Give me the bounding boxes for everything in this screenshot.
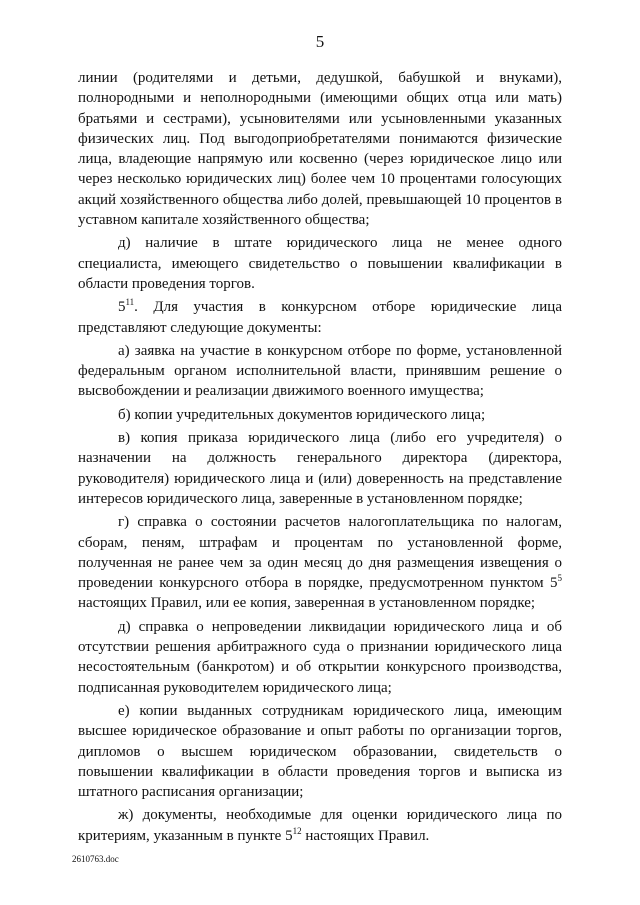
paragraph-continuation: линии (родителями и детьми, дедушкой, бабушкой и внуками), полнородными и неполнородными (имеющими общих отца или мать) братьями и сестрами), усыновителями или усыновленными указанных физических лиц. Под выгодоприобретателями понимаются физические лица, владеющие напрямую или косвенно (через юридическое лицо или через несколько юридических лиц) более чем 10 процентами голосующих акций хозяйственного общества либо долей, превышающей 10 процентов в уставном капитале хозяйственного общества;: [78, 70, 562, 229]
paragraph-item-v: в) копия приказа юридического лица (либо его учредителя) о назначении на должность генерального директора (директора, руководителя) юридического лица и (или) доверенность на представление интересов юридического лица, заверенные в установленном порядке;: [78, 430, 562, 507]
paragraph-item-a: а) заявка на участие в конкурсном отборе по форме, установленной федеральным органом исполнительной власти, принявшим решение о высвобождении и реализации движимого военного имущества;: [78, 342, 562, 400]
item-g-text-end: настоящих Правил, или ее копия, заверенная в установленном порядке;: [78, 595, 536, 612]
clause-superscript: 11: [125, 297, 135, 308]
item-zh-superscript: 12: [292, 825, 302, 836]
item-zh-text-end: настоящих Правил.: [301, 827, 430, 844]
paragraph-item-g: [78, 512, 562, 613]
paragraph-clause-5-11: [78, 297, 562, 338]
page-number: 5: [315, 32, 325, 51]
item-zh-text: ж) документы, необходимые для оценки юридического лица по критериям, указанным в пункте 5: [78, 807, 562, 844]
document-body: [78, 68, 562, 846]
paragraph-item-e: е) копии выданных сотрудникам юридического лица, имеющим высшее юридическое образование и опыт работы по организации торгов, дипломов о высшем юридическом образовании, свидетельств о повышении квалификации в области проведения торгов и выписка из штатного расписания организации;: [78, 702, 562, 801]
clause-number: 5: [118, 299, 126, 316]
paragraph-item-zh: [78, 805, 562, 846]
clause-text: . Для участия в конкурсном отборе юридические лица представляют следующие документы:: [78, 299, 562, 336]
file-name-footer: 2610763.doc: [72, 854, 119, 864]
paragraph-item-d: д) справка о непроведении ликвидации юридического лица и об отсутствии решения арбитражного суда о признании юридического лица несостоятельным (банкротом) и об открытии конкурсного производства, подписанная руководителем юридического лица;: [78, 618, 562, 696]
item-g-superscript: 5: [557, 573, 562, 584]
item-g-text: г) справка о состоянии расчетов налогоплательщика по налогам, сборам, пеням, штрафам и процентам по установленной форме, полученная не ранее чем за один месяц до дня размещения извещения о проведении конкурсного отбора в порядке, предусмотренном пунктом 5: [78, 514, 562, 592]
paragraph-item-b: б) копии учредительных документов юридического лица;: [118, 406, 486, 423]
paragraph-item-d-specialist: д) наличие в штате юридического лица не менее одного специалиста, имеющего свидетельство о повышении квалификации в области проведения торгов.: [78, 235, 562, 292]
